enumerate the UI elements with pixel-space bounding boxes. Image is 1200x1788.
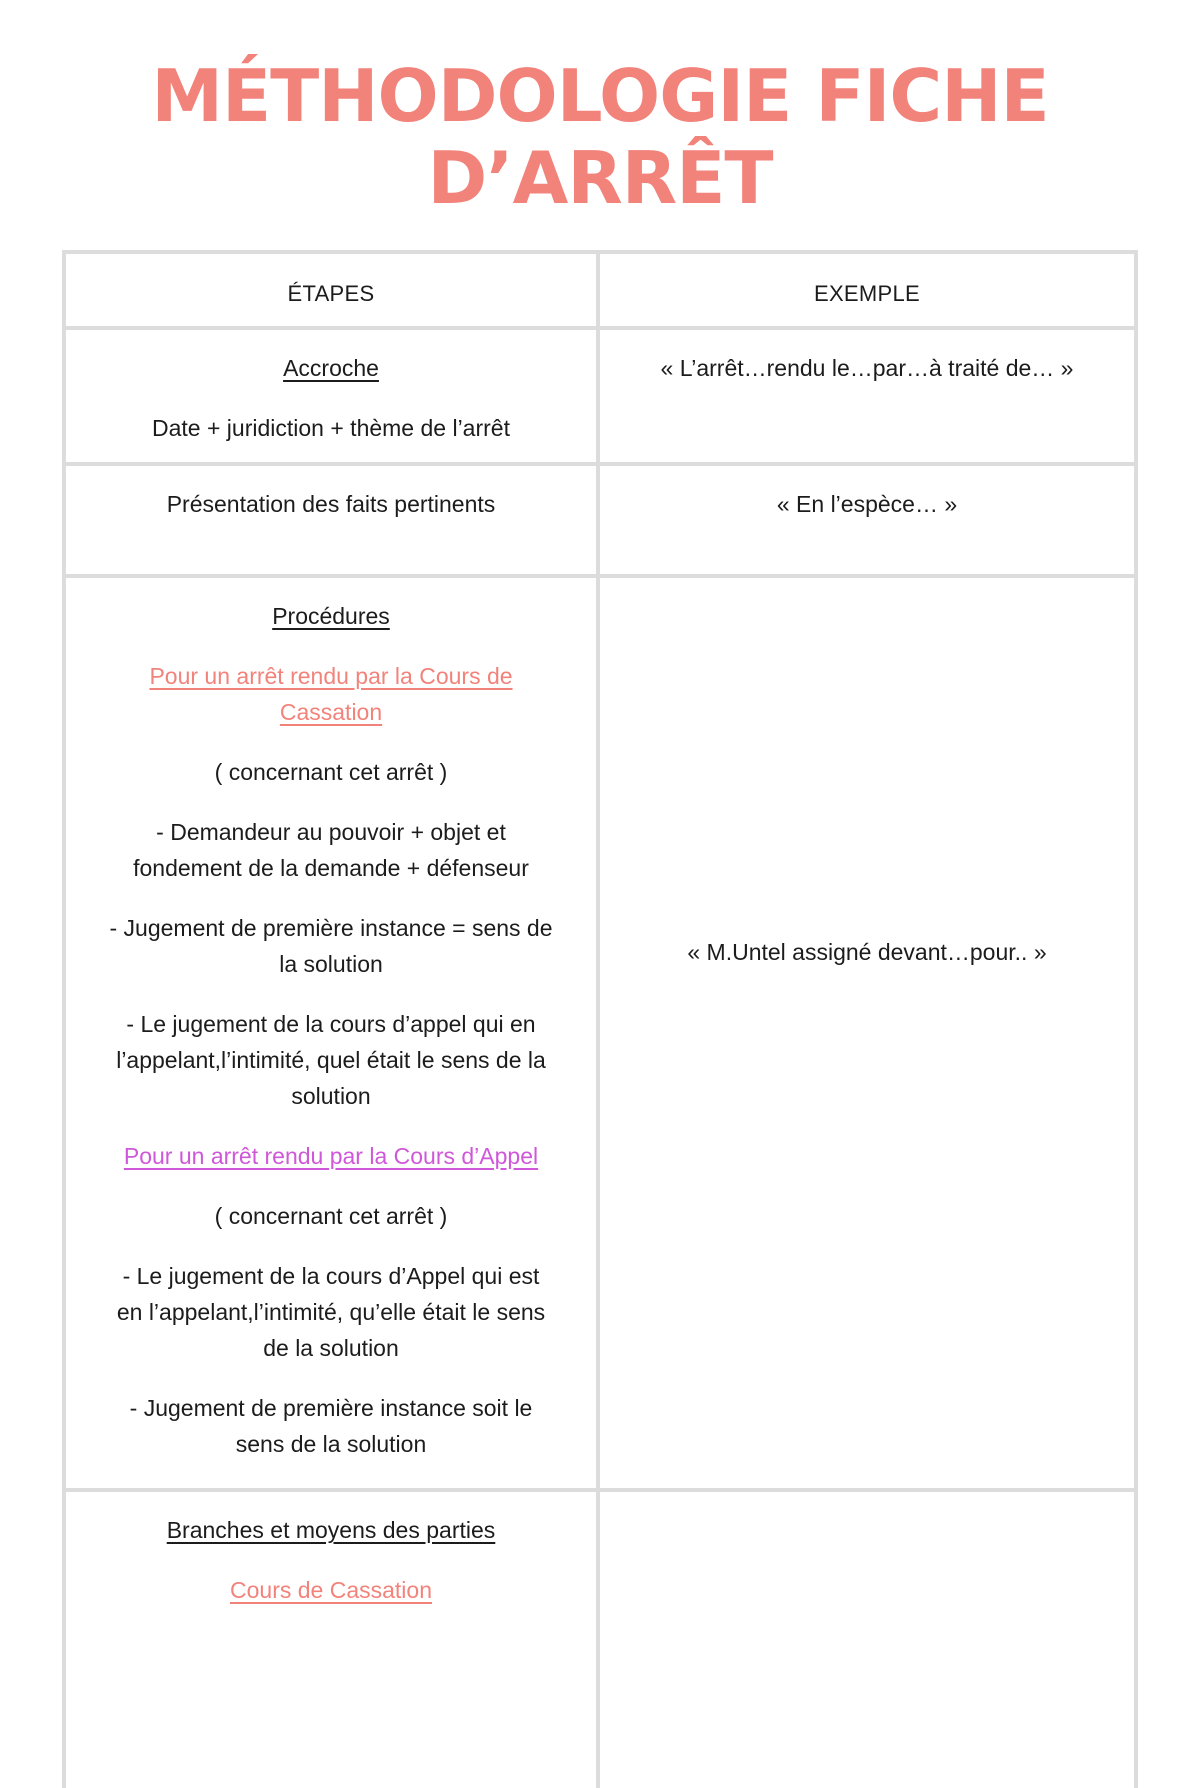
header-cell-etapes xyxy=(66,254,600,326)
branches-cassation-link[interactable]: Cours de Cassation xyxy=(230,1577,432,1603)
item-appel-jugement-line-3: de la solution xyxy=(263,1335,399,1361)
item-premiere-instance-line-1: - Jugement de première instance = sens de xyxy=(109,915,553,941)
procedures-example: « M.Untel assigné devant…pour.. » xyxy=(687,939,1047,965)
item-cours-appel-line-3: solution xyxy=(291,1083,371,1109)
faits-text: Présentation des faits pertinents xyxy=(166,491,496,517)
cell-faits-exemple xyxy=(600,466,1134,574)
item-premiere-instance-2-line-1: - Jugement de première instance soit le xyxy=(129,1395,533,1421)
item-demandeur-line-1: - Demandeur au pouvoir + objet et xyxy=(156,819,506,845)
accroche-text: Date + juridiction + thème de l’arrêt xyxy=(152,415,510,441)
branches-heading: Branches et moyens des parties xyxy=(166,1517,496,1543)
accroche-example: « L’arrêt…rendu le…par…à traité de… » xyxy=(660,355,1074,381)
table-row-procedures xyxy=(62,574,1138,1488)
page-title-line-1: MÉTHODOLOGIE FICHE xyxy=(151,54,1049,138)
page-title-line-2: D’ARRÊT xyxy=(427,136,773,220)
procedures-heading: Procédures xyxy=(272,603,390,629)
item-appel-jugement-line-2: en l’appelant,l’intimité, qu’elle était le sens xyxy=(116,1299,546,1325)
cell-accroche-exemple xyxy=(600,330,1134,462)
cell-procedures-etape xyxy=(66,578,600,1488)
cassation-link-line-2[interactable]: Cassation xyxy=(279,699,383,725)
cassation-link-line-1[interactable]: Pour un arrêt rendu par la Cours de xyxy=(149,663,513,689)
accroche-heading: Accroche xyxy=(283,355,379,381)
concernant-note-2: ( concernant cet arrêt ) xyxy=(214,1203,448,1229)
cell-procedures-exemple xyxy=(600,578,1134,1488)
table-row-branches xyxy=(62,1488,1138,1788)
table-row-faits xyxy=(62,462,1138,574)
item-premiere-instance-line-2: la solution xyxy=(279,951,383,977)
concernant-note-1: ( concernant cet arrêt ) xyxy=(214,759,448,785)
header-cell-exemple xyxy=(600,254,1134,326)
appel-link[interactable]: Pour un arrêt rendu par la Cours d’Appel xyxy=(123,1143,539,1169)
item-cours-appel-line-1: - Le jugement de la cours d’appel qui en xyxy=(126,1011,536,1037)
table-row-accroche xyxy=(62,326,1138,462)
item-appel-jugement-line-1: - Le jugement de la cours d’Appel qui est xyxy=(122,1263,540,1289)
methodology-table xyxy=(62,250,1138,1770)
item-demandeur-line-2: fondement de la demande + défenseur xyxy=(133,855,529,881)
faits-example: « En l’espèce… » xyxy=(776,491,958,517)
table-header-row xyxy=(62,250,1138,326)
item-cours-appel-line-2: l’appelant,l’intimité, quel était le sens de la xyxy=(116,1047,546,1073)
header-etapes: ÉTAPES xyxy=(287,281,375,306)
cell-branches-etape xyxy=(66,1492,600,1788)
cell-branches-exemple xyxy=(600,1492,1134,1788)
cell-accroche-etape xyxy=(66,330,600,462)
cell-faits-etape xyxy=(66,466,600,574)
item-premiere-instance-2-line-2: sens de la solution xyxy=(235,1431,427,1457)
page-title xyxy=(0,55,1200,219)
header-exemple: EXEMPLE xyxy=(813,281,921,306)
